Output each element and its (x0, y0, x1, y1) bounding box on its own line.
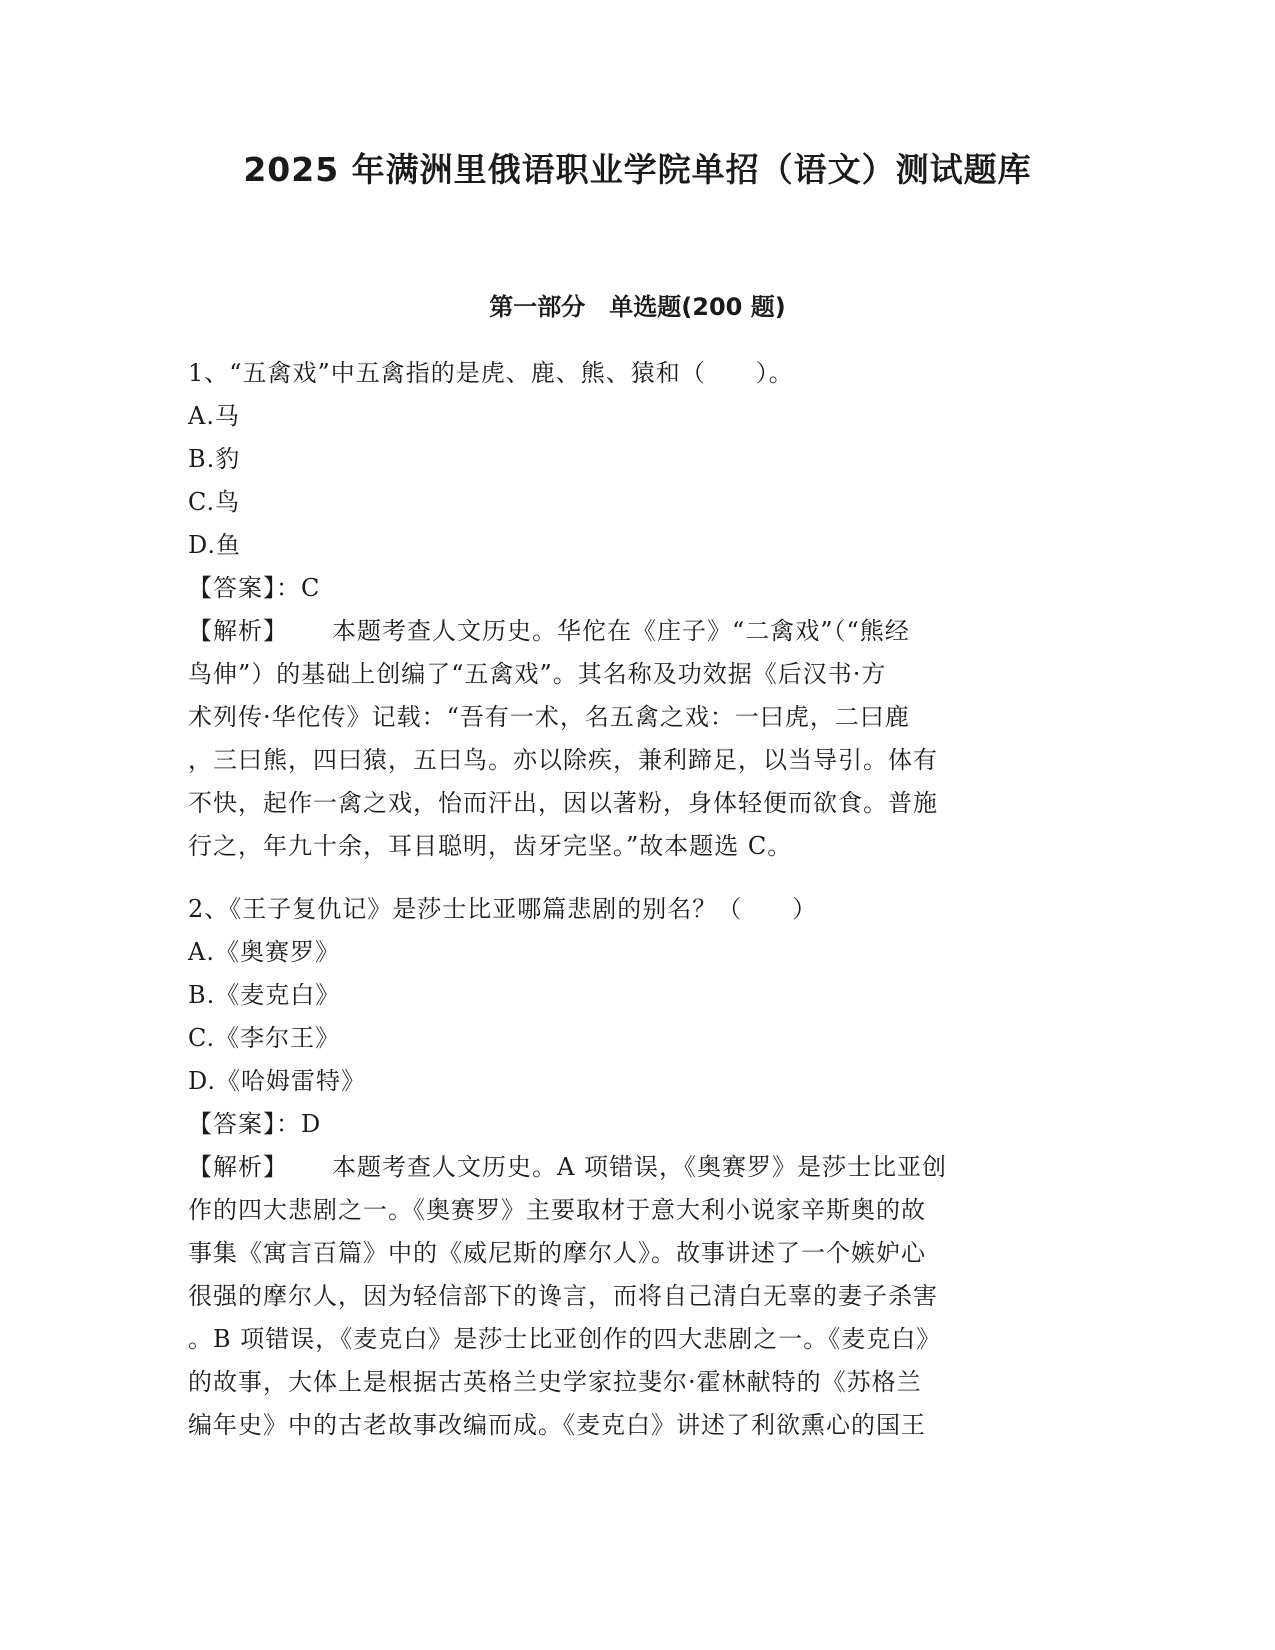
analysis (188, 1146, 1068, 1447)
analysis-line: 作的四大悲剧之一。《奥赛罗》主要取材于意大利小说家辛斯奥的故 (188, 1196, 926, 1224)
question-stem: 1、“五禽戏”中五禽指的是虎、鹿、熊、猿和（ ）。 (188, 359, 794, 387)
section-title: 第一部分 单选题(200 题) (489, 293, 786, 321)
analysis-line: 。B 项错误，《麦克白》是莎士比亚创作的四大悲剧之一。《麦克白》 (188, 1325, 942, 1353)
analysis-line: 鸟伸”）的基础上创编了“五禽戏”。其名称及功效据《后汉书·方 (188, 660, 887, 688)
analysis-line: 不快，起作一禽之戏，怡而汗出，因以著粉，身体轻便而欲食。普施 (188, 789, 938, 817)
analysis-line: ，三曰熊，四曰猿，五曰鸟。亦以除疾，兼利蹄足，以当导引。体有 (188, 746, 938, 774)
analysis-line: 的故事，大体上是根据古英格兰史学家拉斐尔·霍林献特的《苏格兰 (188, 1368, 922, 1396)
option-b: B.豹 (188, 445, 241, 473)
analysis-line: 【解析】 本题考查人文历史。A 项错误，《奥赛罗》是莎士比亚创 (188, 1153, 947, 1181)
question-2 (188, 888, 1068, 1447)
option-d: D.鱼 (188, 531, 242, 559)
option-c: C.鸟 (188, 488, 241, 516)
option-a: A.马 (188, 402, 240, 430)
question-list (188, 352, 1068, 1467)
answer-value: ：D (276, 1110, 322, 1138)
option-a: A.《奥赛罗》 (188, 938, 340, 966)
answer-label: 【答案】 (188, 574, 276, 602)
analysis-line: 编年史》中的古老故事改编而成。《麦克白》讲述了利欲熏心的国王 (188, 1411, 926, 1439)
question-1 (188, 352, 1068, 868)
option-d: D.《哈姆雷特》 (188, 1067, 367, 1095)
option-b: B.《麦克白》 (188, 981, 341, 1009)
answer-line (188, 1103, 1068, 1146)
answer-label: 【答案】 (188, 1110, 276, 1138)
answer-value: ：C (276, 574, 321, 602)
answer-line (188, 567, 1068, 610)
analysis-line: 术列传·华佗传》记载：“吾有一术，名五禽之戏：一曰虎，二曰鹿 (188, 703, 910, 731)
document-title: 2025 年满洲里俄语职业学院单招（语文）测试题库 (243, 150, 1032, 189)
question-stem: 2、《王子复仇记》是莎士比亚哪篇悲剧的别名？（ ） (188, 895, 818, 923)
analysis-label: 【解析】 (188, 1153, 288, 1181)
analysis-line: 事集《寓言百篇》中的《威尼斯的摩尔人》。故事讲述了一个嫉妒心 (188, 1239, 926, 1267)
analysis-label: 【解析】 (188, 617, 288, 645)
analysis-line: 很强的摩尔人，因为轻信部下的谗言，而将自己清白无辜的妻子杀害 (188, 1282, 938, 1310)
option-c: C.《李尔王》 (188, 1024, 341, 1052)
analysis (188, 610, 1068, 868)
analysis-line: 行之，年九十余，耳目聪明，齿牙完坚。”故本题选 C。 (188, 832, 793, 860)
analysis-line: 【解析】 本题考查人文历史。华佗在《庄子》“二禽戏”（“熊经 (188, 617, 910, 645)
